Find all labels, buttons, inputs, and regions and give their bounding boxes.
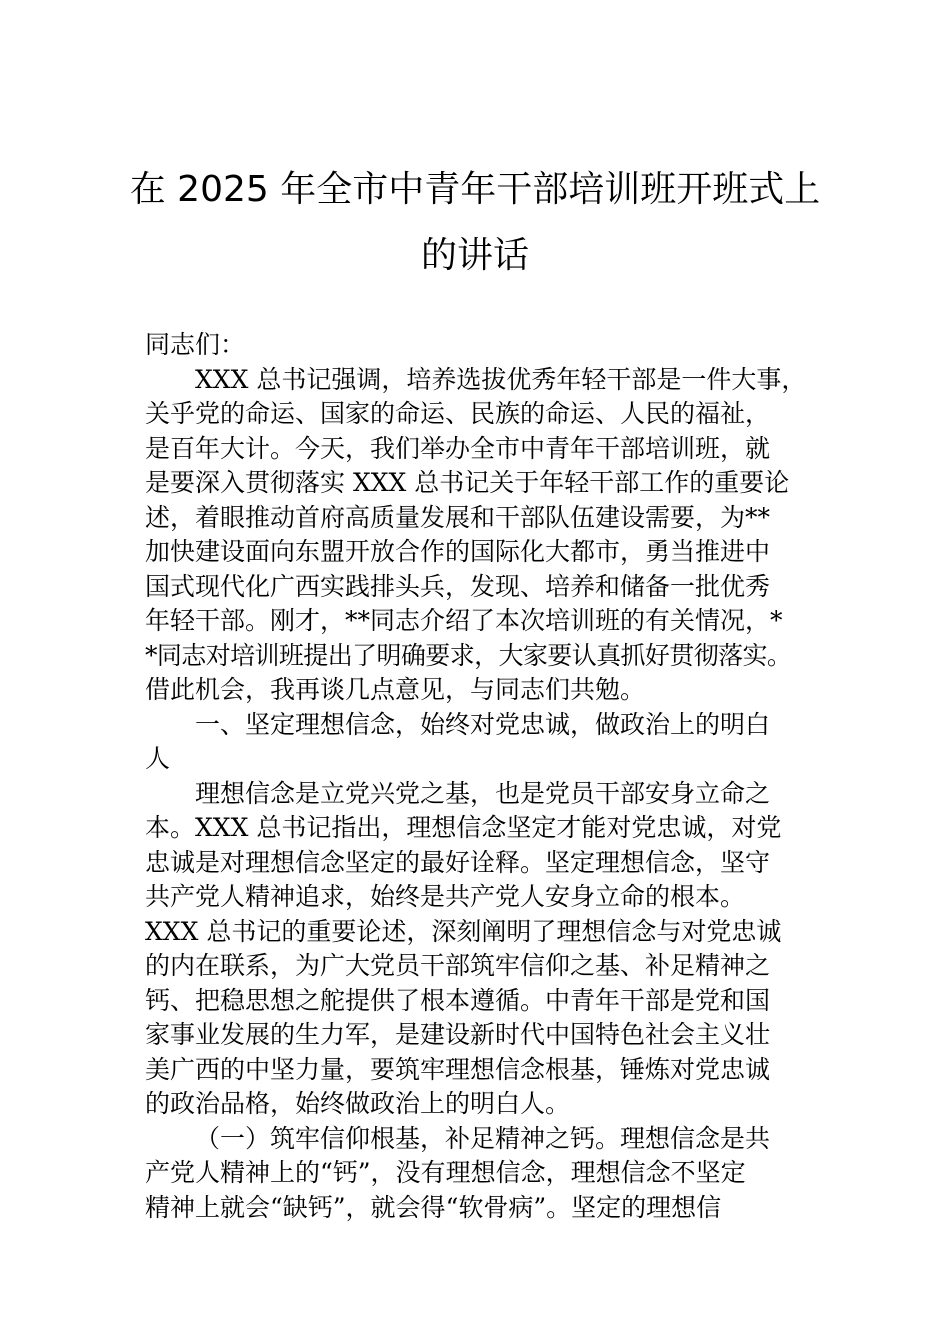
paragraph-line: 的内在联系，为广大党员干部筑牢信仰之基、补足精神之 [145,951,771,980]
paragraph-line: XXX 总书记的重要论述，深刻阐明了理想信念与对党忠诚 [145,916,782,946]
paragraph-line: 美广西的中坚力量，要筑牢理想信念根基，锤炼对党忠诚 [145,1054,771,1084]
paragraph-line: 关乎党的命运、国家的命运、民族的命运、人民的福祉， [145,399,771,428]
document-body [145,328,835,1225]
document-title-line-2: 的讲话 [420,235,529,276]
paragraph-line: 家事业发展的生力军，是建设新时代中国特色社会主义壮 [145,1020,771,1049]
paragraph-line: *同志对培训班提出了明确要求，大家要认真抓好贯彻落实。 [145,640,792,670]
paragraph-line: 忠诚是对理想信念坚定的最好诠释。坚定理想信念，坚守 [145,847,771,877]
paragraph-line: 是要深入贯彻落实 XXX 总书记关于年轻干部工作的重要论 [145,468,790,497]
paragraph-line: 精神上就会“缺钙”，就会得“软骨病”。坚定的理想信 [145,1192,722,1222]
paragraph-line: 加快建设面向东盟开放合作的国际化大都市，勇当推进中 [145,537,771,566]
section-heading: 一、坚定理想信念，始终对党忠诚，做政治上的明白 [195,709,771,739]
paragraph-line: 国式现代化广西实践排头兵，发现、培养和储备一批优秀 [145,571,771,601]
paragraph-line: XXX 总书记强调，培养选拔优秀年轻干部是一件大事， [195,364,807,394]
paragraph-line: 本。XXX 总书记指出，理想信念坚定才能对党忠诚，对党 [145,813,782,842]
salutation: 同志们： [145,330,246,359]
paragraph-line: 借此机会，我再谈几点意见，与同志们共勉。 [145,675,646,704]
subsection-line: （一）筑牢信仰根基，补足精神之钙。理想信念是共 [195,1123,771,1153]
paragraph-line: 年轻干部。刚才，**同志介绍了本次培训班的有关情况，* [145,606,783,635]
paragraph-line: 是百年大计。今天，我们举办全市中青年干部培训班，就 [145,433,771,463]
section-heading: 人 [145,744,171,773]
paragraph-line: 理想信念是立党兴党之基，也是党员干部安身立命之 [195,778,771,808]
paragraph-line: 的政治品格，始终做政治上的明白人。 [145,1089,571,1118]
paragraph-line: 述，着眼推动首府高质量发展和干部队伍建设需要，为** [145,502,771,532]
document-title-line-1: 在 2025 年全市中青年干部培训班开班式上 [129,169,821,210]
paragraph-line: 共产党人精神追求，始终是共产党人安身立命的根本。 [145,882,746,911]
paragraph-line: 产党人精神上的“钙”，没有理想信念，理想信念不坚定 [145,1158,746,1187]
paragraph-line: 钙、把稳思想之舵提供了根本遵循。中青年干部是党和国 [145,985,771,1015]
